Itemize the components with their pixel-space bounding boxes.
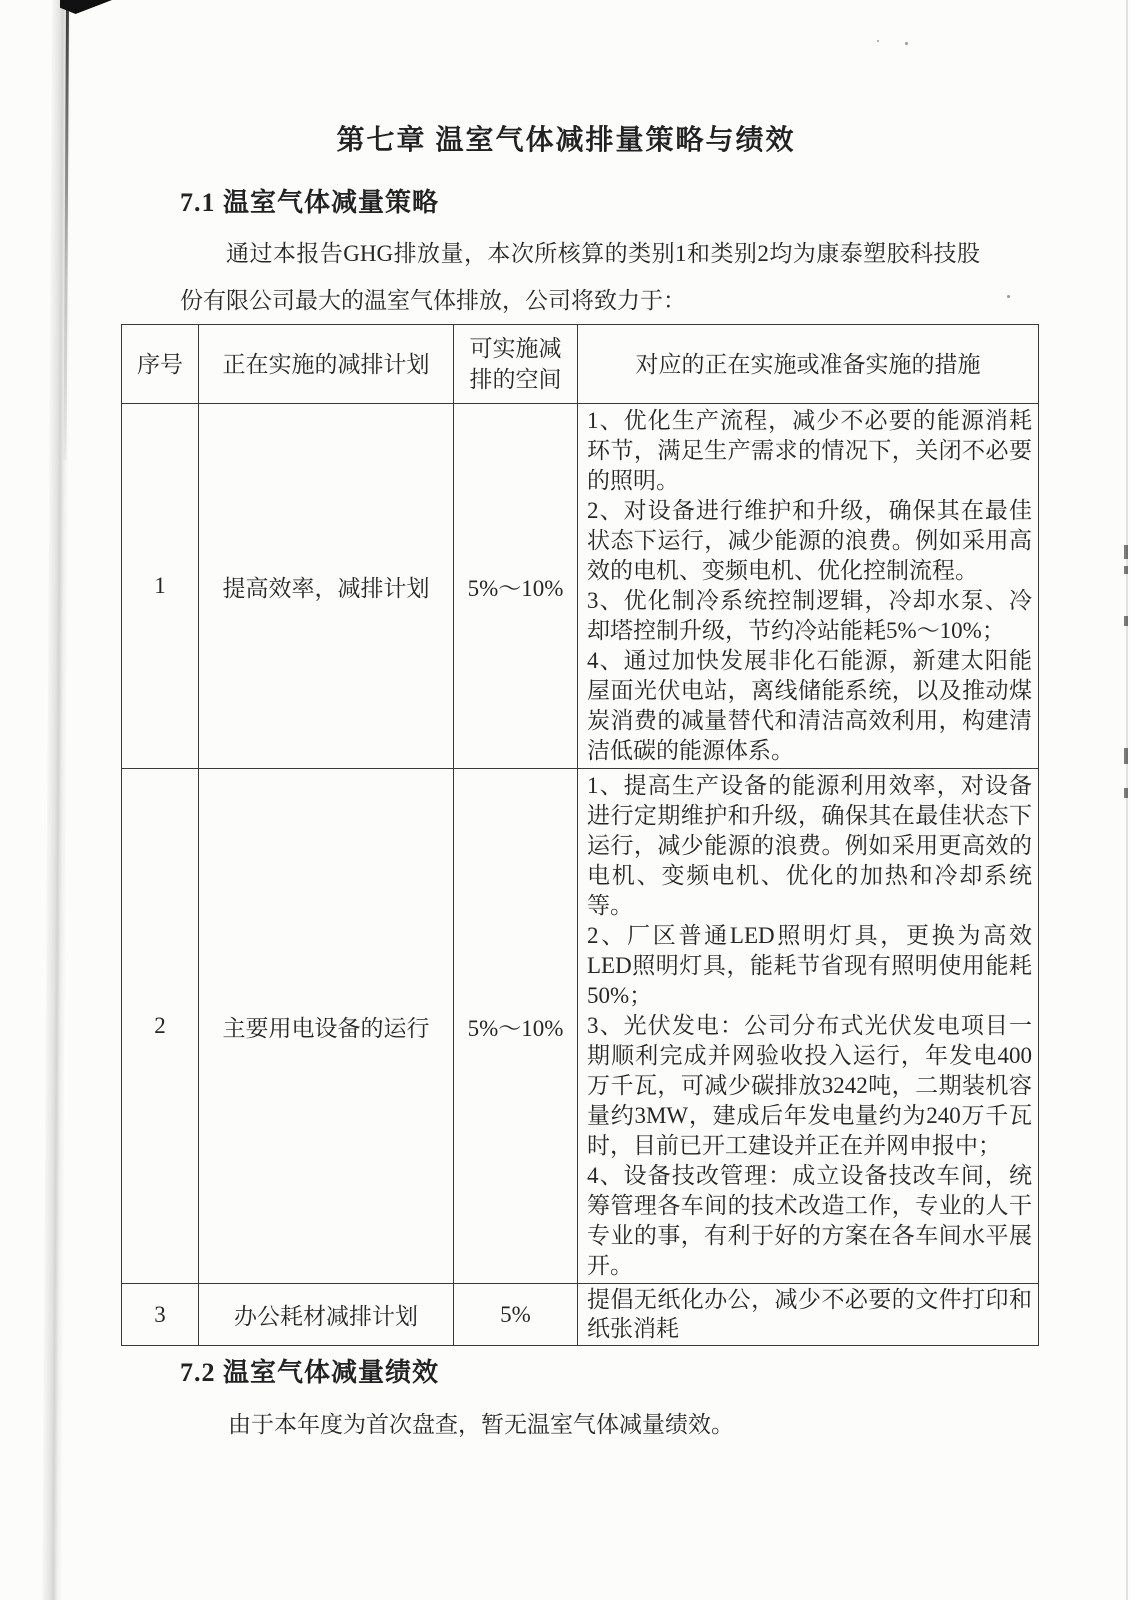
measure-item: 3、光伏发电：公司分布式光伏发电项目一期顺利完成并网验收投入运行，年发电400万千瓦，可减少碳排放3242吨，二期装机容量约3MW，建成后年发电量约为240万千瓦时，目前已开工建设并正在并网申报中； xyxy=(587,1013,1032,1158)
measure-item: 提倡无纸化办公，减少不必要的文件打印和纸张消耗 xyxy=(587,1287,1032,1341)
scan-speck xyxy=(905,42,908,45)
section-7-2-heading: 7.2 温室气体减量绩效 xyxy=(180,1358,440,1387)
scan-right-dash xyxy=(1124,788,1128,798)
plan-cell: 提高效率，减排计划 xyxy=(199,404,454,769)
scan-right-edge-line xyxy=(1126,0,1128,1600)
table-row xyxy=(122,1284,1039,1346)
chapter-title: 第七章 温室气体减排量策略与绩效 xyxy=(336,125,796,156)
ghg-reduction-plan-table xyxy=(121,324,1039,1346)
space-cell: 5%～10% xyxy=(454,404,578,769)
row-number: 2 xyxy=(122,769,199,1284)
measure-item: 3、优化制冷系统控制逻辑，冷却水泵、冷却塔控制升级，节约冷站能耗5%～10%； xyxy=(587,588,1032,643)
scan-right-dash xyxy=(1124,545,1128,559)
row-number: 1 xyxy=(122,404,199,769)
section-7-1-heading: 7.1 温室气体减量策略 xyxy=(180,188,440,217)
plan-cell: 办公耗材减排计划 xyxy=(199,1284,454,1346)
scan-right-dash xyxy=(1124,748,1128,764)
measure-item: 1、提高生产设备的能源利用效率，对设备进行定期维护和升级，确保其在最佳状态下运行，减少能源的浪费。例如采用更高效的电机、变频电机、优化的加热和冷却系统等。 xyxy=(587,773,1032,918)
measures-cell xyxy=(578,1284,1039,1346)
measure-item: 1、优化生产流程，减少不必要的能源消耗环节，满足生产需求的情况下，关闭不必要的照明。 xyxy=(587,408,1032,493)
scan-right-dash xyxy=(1124,566,1128,574)
measure-item: 4、设备技改管理：成立设备技改车间，统筹管理各车间的技术改造工作，专业的人干专业的事，有利于好的方案在各车间水平展开。 xyxy=(587,1163,1032,1278)
scan-speck xyxy=(877,40,879,42)
measures-cell xyxy=(578,769,1039,1284)
space-cell: 5% xyxy=(454,1284,578,1346)
section-7-2-paragraph: 由于本年度为首次盘查，暂无温室气体减量绩效。 xyxy=(228,1412,734,1437)
scan-speck xyxy=(1007,295,1010,298)
measure-item: 2、对设备进行维护和升级，确保其在最佳状态下运行，减少能源的浪费。例如采用高效的电机、变频电机、优化控制流程。 xyxy=(587,498,1032,583)
measure-item: 4、通过加快发展非化石能源，新建太阳能屋面光伏电站，离线储能系统，以及推动煤炭消费的减量替代和清洁高效利用，构建清洁低碳的能源体系。 xyxy=(587,648,1032,763)
measure-item: 2、厂区普通LED照明灯具，更换为高效LED照明灯具，能耗节省现有照明使用能耗50%； xyxy=(587,923,1032,1008)
measures-cell xyxy=(578,404,1039,769)
plan-cell: 主要用电设备的运行 xyxy=(199,769,454,1284)
section-7-1-paragraph: 通过本报告GHG排放量，本次所核算的类别1和类别2均为康泰塑胶科技股份有限公司最大的温室气体排放，公司将致力于： xyxy=(180,241,980,313)
header-measures: 对应的正在实施或准备实施的措施 xyxy=(578,325,1039,404)
table-header-row xyxy=(122,325,1039,404)
space-cell: 5%～10% xyxy=(454,769,578,1284)
header-serial-number: 序号 xyxy=(122,325,199,404)
scan-right-dash xyxy=(1124,616,1128,626)
table-row xyxy=(122,404,1039,769)
header-plan: 正在实施的减排计划 xyxy=(199,325,454,404)
row-number: 3 xyxy=(122,1284,199,1346)
header-reduction-space: 可实施减排的空间 xyxy=(454,325,578,404)
table-row xyxy=(122,769,1039,1284)
